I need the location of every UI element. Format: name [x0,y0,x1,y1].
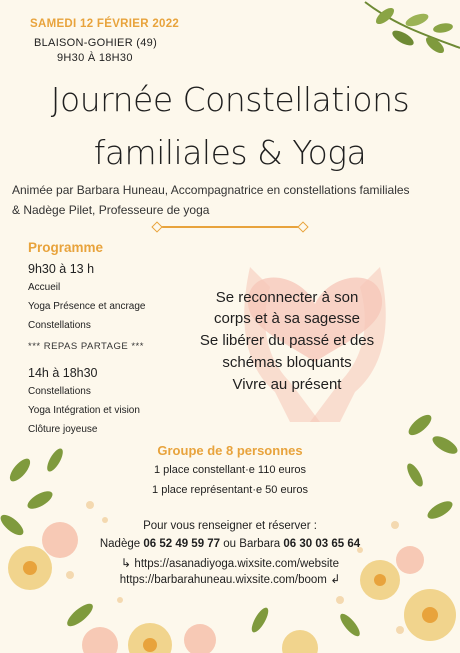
phone-barbara[interactable]: 06 30 03 65 64 [283,538,361,550]
price-representant: 1 place représentant·e 50 euros [152,484,308,496]
program-afternoon-time: 14h à 18h30 [28,366,98,380]
program-morning-time: 9h30 à 13 h [28,262,95,276]
program-lunch: *** REPAS PARTAGE *** [28,341,144,352]
event-hours: 9H30 À 18H30 [57,52,133,64]
program-item: Accueil [28,282,61,293]
message-line: schémas bloquants [222,354,352,371]
contact-name-nadege: Nadège [99,538,144,550]
program-item: Yoga Intégration et vision [28,405,140,416]
divider [158,226,302,228]
event-place: BLAISON-GOHIER (49) [34,37,158,49]
contact-phones [0,538,460,550]
arrow-right-icon: ↳ [121,556,135,570]
phone-nadege[interactable]: 06 52 49 59 77 [143,538,221,550]
contact-url-row-2 [0,572,460,586]
event-date: SAMEDI 12 FÉVRIER 2022 [30,18,180,30]
url-asanadiyoga[interactable]: https://asanadiyoga.wixsite.com/website [134,558,339,570]
message-line: corps et à sa sagesse [214,310,360,327]
program-item: Constellations [28,386,91,397]
title-line-1: Journée Constellations [50,80,410,119]
contact-intro: Pour vous renseigner et réserver : [143,520,317,532]
program-item: Yoga Présence et ancrage [28,301,146,312]
program-title: Programme [28,240,104,255]
price-constellant: 1 place constellant·e 110 euros [153,464,307,476]
message-line: Se libérer du passé et des [199,332,375,349]
message-line: Vivre au présent [232,376,342,393]
program-item: Constellations [28,320,91,331]
group-title: Groupe de 8 personnes [157,443,303,458]
subtitle-line-2: & Nadège Pilet, Professeure de yoga [12,203,210,217]
subtitle-line-1: Animée par Barbara Huneau, Accompagnatrice en constellations familiales [12,183,410,197]
program-item: Clôture joyeuse [28,424,98,435]
contact-url-row-1 [0,556,460,570]
url-barbarahuneau[interactable]: https://barbarahuneau.wixsite.com/boom [119,574,327,586]
arrow-left-icon: ↲ [326,572,341,586]
message-line: Se reconnecter à son [215,289,359,306]
leaf-branch-icon [355,0,460,70]
contact-or: ou Barbara [220,538,284,550]
title-line-2: familiales & Yoga [93,133,367,172]
